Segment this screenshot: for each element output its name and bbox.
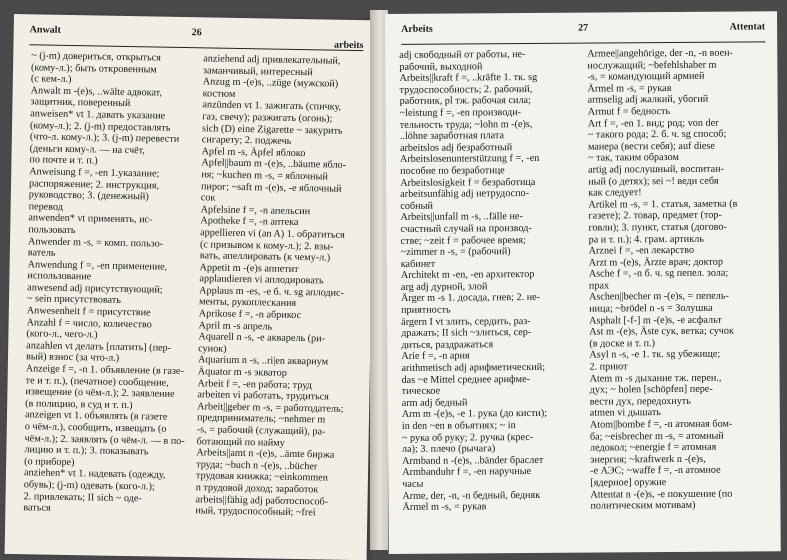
entry-line: Arbeits||amt n -(e)s, ..ämte биржа bbox=[196, 447, 335, 461]
entry-line: (кому-л.); быть откровенным bbox=[30, 61, 157, 76]
entry-line: тельность труда; ~lohn m -(e)s, bbox=[399, 118, 533, 131]
right-page bbox=[385, 11, 781, 554]
entry-line: как следует! bbox=[588, 187, 642, 199]
entry-line: Arme, der, -n, -n бедный, бедняк bbox=[402, 489, 541, 502]
entry-line: трудовая книжка; ~einkommen bbox=[195, 470, 328, 484]
entry-line: (кому-л.); 2. (j-m) предоставлять bbox=[29, 119, 171, 134]
entry-line: (о приборе) bbox=[24, 456, 75, 468]
entry-line: стве; ~zeit f = рабочее время; bbox=[400, 234, 526, 247]
entry-line: Arbeit f =, -en работа; труд bbox=[197, 377, 312, 391]
entry-line: Apfel m -s, Äpfel яблоко bbox=[201, 146, 306, 159]
entry-line: anzeigen vt 1. объявлять (в газете bbox=[24, 409, 168, 424]
entry-line: arm adj бедный bbox=[401, 397, 468, 409]
entry-line: anweisen* vt 1. давать указание bbox=[30, 108, 166, 122]
entry-line: Attentat n -(e)s, -e покушение (по bbox=[590, 488, 733, 501]
entry-line: Anwender m -s, = комп. пользо- bbox=[27, 235, 164, 250]
entry-line: дражать; II sich ~злиться, сер- bbox=[401, 327, 532, 340]
entry-line: вый) взнос (за что-л.) bbox=[25, 351, 120, 365]
right-header-rule bbox=[401, 41, 765, 45]
right-header-guide-word-right: Attentat bbox=[729, 21, 766, 33]
entry-line: ледокол; ~energie f = атомная bbox=[589, 441, 717, 454]
entry-line: по почте и т. п.) bbox=[29, 154, 98, 167]
entry-line: защитник, поверенный bbox=[30, 96, 131, 110]
entry-line: ный, трудоспособный; ~frei bbox=[195, 505, 316, 519]
entry-line: Arbeits||kraft f =, ..kräfte 1. тк. sg bbox=[399, 72, 538, 85]
entry-line: ба; ~eisbrecher m -s, = атомный bbox=[589, 430, 724, 443]
entry-line: энергия; ~kraftwerk n -(e)s, bbox=[590, 453, 706, 466]
entry-line: ный (о детях); sei ~! веди себя bbox=[588, 175, 719, 188]
entry-line: пирог; ~saft m -(e)s, -e яблочный bbox=[200, 180, 342, 195]
left-page-header bbox=[29, 24, 364, 52]
entry-line: манера (вести себя); auf diese bbox=[587, 140, 715, 153]
entry-line: anziehen* vt 1. надевать (одежду, bbox=[23, 467, 166, 482]
entry-line: Äquator m -s экватор bbox=[197, 366, 287, 379]
entry-line: распоряжение; 2. инструкция, bbox=[28, 177, 160, 192]
entry-line: ..löhne заработная плата bbox=[399, 130, 505, 143]
entry-line: дух; ~ holen [schöpfen] пере- bbox=[589, 383, 713, 396]
entry-line: arbeiten vi работать, трудиться bbox=[197, 389, 330, 403]
entry-line: (кого-л., чего-л.) bbox=[26, 328, 98, 341]
entry-line: о чём-л.), сообщить, извещать (о bbox=[24, 421, 167, 435]
entry-line: April m -s апрель bbox=[198, 319, 273, 333]
entry-line: Artikel m -s, = 1. статья, заметка (в bbox=[588, 198, 738, 211]
right-header-guide-word: Arbeits bbox=[401, 23, 433, 35]
entry-line: ~leistung f =, -en производи- bbox=[399, 107, 522, 119]
entry-line: сок bbox=[200, 192, 216, 204]
entry-line: обувь); (j-m) одевать (кого-л.); bbox=[23, 479, 155, 493]
entry-line: arbeits||fähig adj работоспособ- bbox=[195, 493, 329, 508]
entry-line: пользовать bbox=[28, 224, 76, 237]
entry-line: Applaus m -es, -e б. ч. sg аплодис- bbox=[199, 285, 345, 299]
left-header-rule bbox=[29, 44, 363, 51]
entry-line: Anweisung f =, -en 1.указание; bbox=[29, 166, 160, 180]
entry-line: ня; ~kuchen m -s, = яблочный bbox=[201, 169, 328, 183]
entry-line: ница; ~brödel n -s = Золушка bbox=[589, 302, 713, 315]
entry-line: -s, = рабочий (служащий), ра- bbox=[196, 424, 326, 438]
entry-line: Armband n -(e)s, ..bänder браслет bbox=[402, 454, 544, 467]
entry-line: трудоспособность; 2. рабочий, bbox=[399, 83, 533, 96]
entry-line: ла); 3. плечо (рычага) bbox=[402, 443, 496, 456]
entry-line: сунок) bbox=[198, 343, 227, 355]
entry-line: вать, апеллировать (к чему-л.) bbox=[199, 250, 331, 264]
entry-line: Architekt m -en, -en архитектор bbox=[400, 269, 535, 282]
entry-line: das ~e Mittel среднее арифме- bbox=[401, 373, 531, 386]
entry-line: труда; ~buch n -(e)s, ..bücher bbox=[196, 459, 318, 473]
entry-line: ~ sein присутствовать bbox=[26, 293, 122, 307]
entry-line: (что-л. кому-л.); 3. (j-m) перевести bbox=[29, 131, 180, 146]
entry-line: armselig adj жалкий, убогий bbox=[587, 94, 709, 106]
entry-line: Arm m -(e)s, -e 1. рука (до кисти); bbox=[401, 408, 548, 421]
entry-line: [ядерное] оружие bbox=[590, 477, 667, 489]
entry-line: чём-л.); 2. заявлять (о чём-л. — в по- bbox=[24, 432, 185, 447]
entry-line: anziehend adj привлекательный, bbox=[203, 53, 341, 67]
left-column-2 bbox=[195, 53, 365, 520]
entry-line: Apfel||baum m -(e)s, ..bäume ябло- bbox=[201, 157, 347, 172]
entry-line: ~zimmer n -s, = (рабочий) bbox=[400, 246, 511, 258]
entry-line: Anzahl f = число, количество bbox=[26, 316, 152, 331]
entry-line: Arbeit||geber m -s, = работодатель; bbox=[197, 401, 344, 415]
entry-line: нослужащий; ~befehlshaber m bbox=[587, 59, 717, 72]
entry-line: ра и т. п.); 4. грам. артикль bbox=[588, 233, 704, 246]
entry-line: счастный случай на производ- bbox=[400, 222, 532, 235]
entry-line: anzahlen vt делать [платить] (пер- bbox=[26, 340, 172, 354]
entry-line: (деньги кому-л. — на счёт, bbox=[29, 143, 145, 157]
entry-line: прах bbox=[588, 280, 610, 292]
left-page-number: 26 bbox=[191, 27, 202, 39]
entry-line: перевод bbox=[28, 201, 64, 213]
entry-line: -s, = командующий армией bbox=[587, 70, 705, 83]
entry-line: Arbeits||unfall m -s, ..fälle не- bbox=[400, 211, 523, 224]
entry-line: ärgern I vt злить, сердить, раз- bbox=[401, 315, 531, 328]
entry-line: in den ~en в объятиях; ~ in bbox=[401, 420, 516, 432]
entry-line: Arznei f =, -en лекарство bbox=[588, 244, 695, 257]
entry-line: n трудовой доход; заработок bbox=[195, 482, 319, 496]
entry-line: Anzeige f =, -n 1. объявление (в газе- bbox=[25, 363, 184, 378]
entry-line: руководство; 3. (денежный) bbox=[28, 189, 149, 203]
entry-line: Armut f = бедность bbox=[587, 105, 671, 118]
entry-line: Armee||angehörige, der -n, -n воен- bbox=[587, 47, 733, 60]
right-page-header bbox=[401, 21, 765, 40]
entry-line: работник, pl тж. рабочая сила; bbox=[399, 95, 531, 108]
entry-line: использование bbox=[27, 270, 92, 283]
entry-line: applaudieren vi аплодировать bbox=[199, 273, 324, 287]
entry-line: часы bbox=[402, 478, 424, 490]
entry-line: газете); 2. товар, предмет (тор- bbox=[588, 209, 722, 222]
entry-line: Anwesenheit f = присутствие bbox=[26, 305, 151, 319]
entry-line: сигарету; 2. поджечь bbox=[201, 134, 292, 148]
entry-line: предприниматель; ~nehmer m bbox=[196, 412, 326, 426]
entry-line: ~ (j-m) довериться, открыться bbox=[31, 50, 161, 64]
entry-line: Armbanduhr f =, -en наручные bbox=[402, 466, 532, 479]
entry-line: говли); 3. пункт, статья (догово- bbox=[588, 221, 727, 234]
entry-line: Ärmel m -s, = рукав bbox=[402, 501, 487, 514]
entry-line: Arie f =, -n ария bbox=[401, 350, 470, 363]
entry-line: газ, свечу); разжигать (огонь); bbox=[202, 111, 333, 125]
entry-line: ватель bbox=[27, 247, 56, 259]
entry-line: Anwalt m -(e)s, ..wälte адвокат, bbox=[30, 85, 163, 99]
entry-line: 2. приют bbox=[589, 361, 628, 373]
entry-line: Aprikose f =, -n абрикос bbox=[198, 308, 302, 322]
entry-line: Apfelsine f =, -n апельсин bbox=[200, 204, 311, 217]
entry-line: Asyl n -s, -e 1. тк. sg убежище; bbox=[589, 349, 721, 362]
entry-line: Ast m -(e)s, Äste сук, ветка; сучок bbox=[589, 325, 735, 338]
entry-line: рабочий, выходной bbox=[399, 60, 483, 73]
entry-line: Ärmel m -s, = рукав bbox=[587, 82, 672, 95]
entry-line: appellieren vi (an A) 1. обратиться bbox=[200, 227, 345, 241]
entry-line: arg adj дурной, злой bbox=[400, 281, 488, 293]
right-column-2 bbox=[587, 47, 768, 512]
entry-line: Ärger m -s 1. досада, гнев; 2. не- bbox=[400, 292, 541, 305]
entry-line: (в полицию, в суд и т. п.) bbox=[25, 398, 133, 411]
left-page bbox=[5, 14, 376, 560]
entry-line: Arbeitslosigkeit f = безработица bbox=[400, 176, 536, 189]
entry-line: вести дух, передохнуть bbox=[589, 395, 691, 408]
right-column-1 bbox=[399, 49, 574, 514]
entry-line: (с призывом к кому-л.); 2. взы- bbox=[199, 238, 334, 253]
entry-line: Asphalt [-f-] m -(e)s, -e асфальт bbox=[589, 314, 722, 327]
entry-line: Apotheke f =, -n аптека bbox=[200, 215, 299, 229]
entry-line: менты, рукоплескания bbox=[198, 296, 297, 310]
entry-line: Atom||bombe f =, -n атомная бом- bbox=[589, 418, 733, 431]
entry-line: ~ так, таким образом bbox=[587, 152, 679, 164]
entry-line: arbeitsunfähig adj нетрудоспо- bbox=[400, 188, 530, 201]
entry-line: Aquarium n -s, ..ri|en аквариум bbox=[197, 354, 329, 368]
entry-line: политическим мотивам) bbox=[590, 500, 696, 512]
entry-line: (в доске и т. п.) bbox=[589, 337, 656, 350]
entry-line: anzünden vt 1. зажигать (спичку, bbox=[202, 99, 342, 114]
entry-line: Arzt m -(e)s, Ärzte врач; доктор bbox=[588, 256, 723, 269]
entry-line: ваться bbox=[23, 502, 51, 514]
entry-line: Anwendung f =, -en применение, bbox=[27, 258, 168, 273]
entry-line: ботающий по найму bbox=[196, 435, 285, 449]
entry-line: artig adj послушный, воспитан- bbox=[588, 163, 724, 176]
entry-line: Anzug m -(e)s, ..züge (мужской) bbox=[202, 76, 339, 90]
entry-line: извещение (о чём-л.); 2. заявление bbox=[25, 386, 175, 401]
entry-line: тическое bbox=[401, 385, 441, 398]
entry-line: Aquarell n -s, -e акварель (ри- bbox=[198, 331, 326, 345]
entry-line: 2. привлекать; II sich ~ оде- bbox=[23, 490, 142, 504]
left-header-guide-word-right: arbeits bbox=[333, 39, 364, 52]
entry-line: Atem m -s дыхание тж. перен., bbox=[589, 372, 722, 385]
entry-line: Appetit m -(e)s аппетит bbox=[199, 261, 299, 275]
entry-line: -e АЭС; ~waffe f =, -n атомное bbox=[590, 465, 721, 477]
entry-line: приятность bbox=[401, 304, 451, 316]
entry-line: собный bbox=[400, 200, 433, 212]
entry-line: arbeitslos adj безработный bbox=[399, 141, 513, 154]
entry-line: те и т. п.), (печатное) сообщение, bbox=[25, 374, 169, 389]
entry-line: Aschen||becher m -(e)s, = пепель- bbox=[588, 291, 729, 304]
entry-line: arithmetisch adj арифметический; bbox=[401, 361, 546, 374]
entry-line: atmen vi дышать bbox=[589, 407, 661, 419]
entry-line: костюм bbox=[202, 88, 236, 100]
entry-line: sich (D) eine Zigarette ~ закурить bbox=[201, 122, 343, 137]
entry-line: (с кем-л.) bbox=[30, 73, 72, 86]
entry-line: anwenden* vt применять, ис- bbox=[28, 212, 153, 226]
entry-line: лицию и т. п.); 3. показывать bbox=[24, 444, 149, 458]
left-header-guide-word: Anwalt bbox=[29, 24, 61, 36]
entry-line: пособие по безработице bbox=[400, 165, 505, 177]
entry-line: ~ рука об руку; 2. ручка (крес- bbox=[401, 431, 534, 444]
left-column-1 bbox=[23, 50, 193, 517]
entry-line: диться, раздражаться bbox=[401, 339, 494, 351]
entry-line: Asche f =, -n б. ч. sg пепел. зола; bbox=[588, 267, 729, 280]
entry-line: anwesend adj присутствующий; bbox=[27, 282, 163, 296]
entry-line: заманчивый, интересный bbox=[202, 64, 313, 78]
entry-line: ~ такого рода; 2. б. ч. sg способ; bbox=[587, 128, 727, 141]
entry-line: кабинет bbox=[400, 258, 436, 270]
entry-line: adj свободный от работы, не- bbox=[399, 49, 526, 61]
right-page-number: 27 bbox=[578, 22, 589, 34]
entry-line: Arbeitslosenunterstützung f =, -en bbox=[399, 153, 540, 166]
entry-line: Art f =, -en 1. вид; род; von der bbox=[587, 117, 719, 130]
